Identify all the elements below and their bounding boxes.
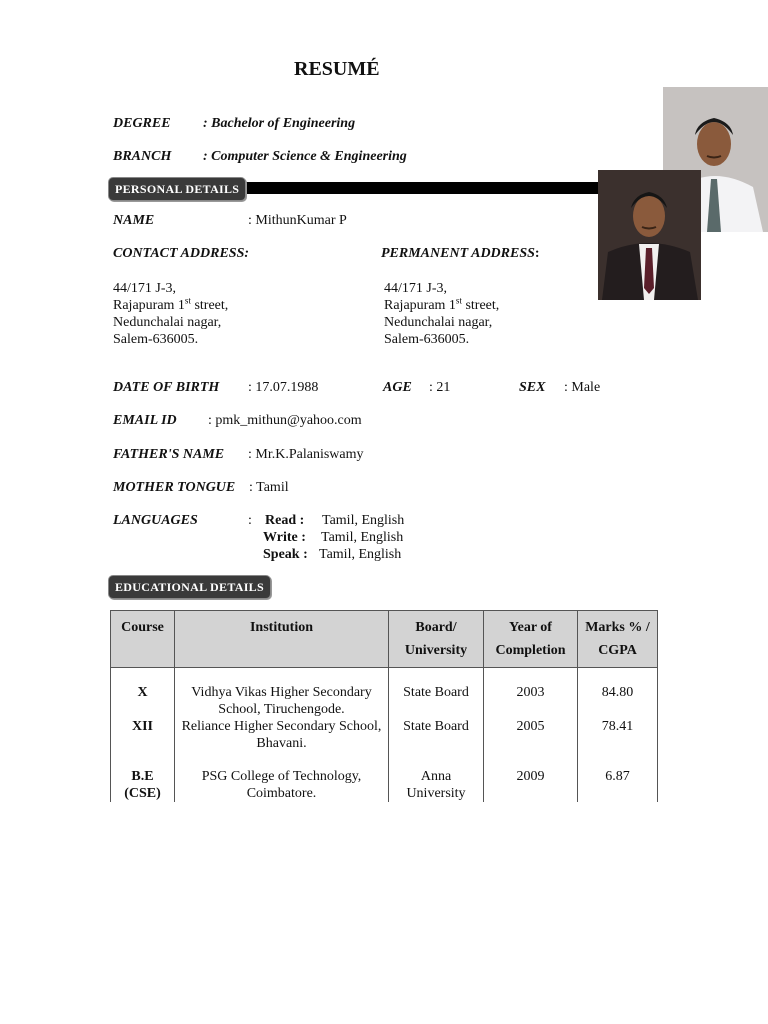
column-header: Marks % / CGPA	[578, 611, 658, 668]
contact-address-block	[113, 280, 228, 348]
father-name-label: FATHER'S NAME	[113, 447, 225, 462]
language-write-value: Tamil, English	[321, 530, 404, 545]
language-speak-label: Speak :	[263, 547, 308, 562]
email-value: : pmk_mithun@yahoo.com	[208, 413, 362, 428]
dob-value: : 17.07.1988	[248, 380, 319, 395]
contact-address-label: CONTACT ADDRESS:	[113, 246, 250, 261]
mother-tongue-label: MOTHER TONGUE	[113, 480, 236, 495]
marks-cell: 6.87	[578, 768, 658, 802]
year-cell: 2009	[484, 768, 578, 802]
permanent-address-line: Nedunchalai nagar,	[384, 315, 493, 330]
contact-address-line: Rajapuram 1st street,	[113, 295, 229, 313]
table-row	[111, 768, 658, 802]
photo-dark-suit	[598, 170, 701, 300]
permanent-address-colon: :	[534, 246, 540, 261]
column-header: Year of Completion	[484, 611, 578, 668]
age-label: AGE	[383, 380, 412, 395]
permanent-address-line: Salem-636005.	[384, 332, 470, 347]
institution-cell: Vidhya Vikas Higher Secondary School, Tiruchengode.	[175, 668, 389, 719]
dob-label: DATE OF BIRTH	[113, 380, 220, 395]
permanent-address-heading	[381, 246, 540, 262]
section-educational-details: EDUCATIONAL DETAILS	[108, 575, 271, 599]
marks-cell: 78.41	[578, 718, 658, 768]
languages-colon: :	[248, 513, 252, 528]
mother-tongue-value: : Tamil	[249, 480, 289, 495]
board-cell: Anna University	[389, 768, 484, 802]
year-cell: 2005	[484, 718, 578, 768]
age-value: : 21	[429, 380, 451, 395]
name-label: NAME	[113, 213, 155, 228]
branch-label: BRANCH	[113, 149, 172, 164]
email-label: EMAIL ID	[113, 413, 177, 428]
permanent-address-block	[384, 280, 499, 348]
language-write-label: Write :	[263, 530, 306, 545]
marks-cell: 84.80	[578, 668, 658, 719]
course-cell: XII	[111, 718, 175, 768]
institution-cell: Reliance Higher Secondary School, Bhavani.	[175, 718, 389, 768]
branch-value: : Computer Science & Engineering	[203, 149, 407, 164]
education-table	[110, 610, 658, 802]
sex-value: : Male	[564, 380, 601, 395]
father-name-value: : Mr.K.Palaniswamy	[248, 447, 364, 462]
name-value: : MithunKumar P	[248, 213, 347, 228]
degree-value: : Bachelor of Engineering	[203, 116, 356, 131]
contact-address-line: 44/171 J-3,	[113, 281, 176, 296]
sex-label: SEX	[519, 380, 546, 395]
course-cell: X	[111, 668, 175, 719]
column-header: Institution	[175, 611, 389, 668]
degree-label: DEGREE	[113, 116, 171, 131]
page-title: RESUMÉ	[294, 58, 380, 80]
permanent-address-line: 44/171 J-3,	[384, 281, 447, 296]
contact-address-line: Salem-636005.	[113, 332, 199, 347]
language-read-label: Read :	[265, 513, 305, 528]
table-header-row	[111, 611, 658, 668]
language-speak-value: Tamil, English	[319, 547, 402, 562]
section-divider-bar	[240, 182, 602, 194]
permanent-address-label: PERMANENT ADDRESS	[381, 246, 535, 261]
languages-label: LANGUAGES	[113, 513, 198, 528]
column-header: Course	[111, 611, 175, 668]
permanent-address-line: Rajapuram 1st street,	[384, 295, 500, 313]
board-cell: State Board	[389, 668, 484, 719]
language-read-value: Tamil, English	[322, 513, 405, 528]
course-cell: B.E (CSE)	[111, 768, 175, 802]
section-personal-details: PERSONAL DETAILS	[108, 177, 246, 201]
table-row	[111, 718, 658, 768]
contact-address-line: Nedunchalai nagar,	[113, 315, 222, 330]
year-cell: 2003	[484, 668, 578, 719]
column-header: Board/ University	[389, 611, 484, 668]
institution-cell: PSG College of Technology, Coimbatore.	[175, 768, 389, 802]
board-cell: State Board	[389, 718, 484, 768]
table-row	[111, 668, 658, 719]
